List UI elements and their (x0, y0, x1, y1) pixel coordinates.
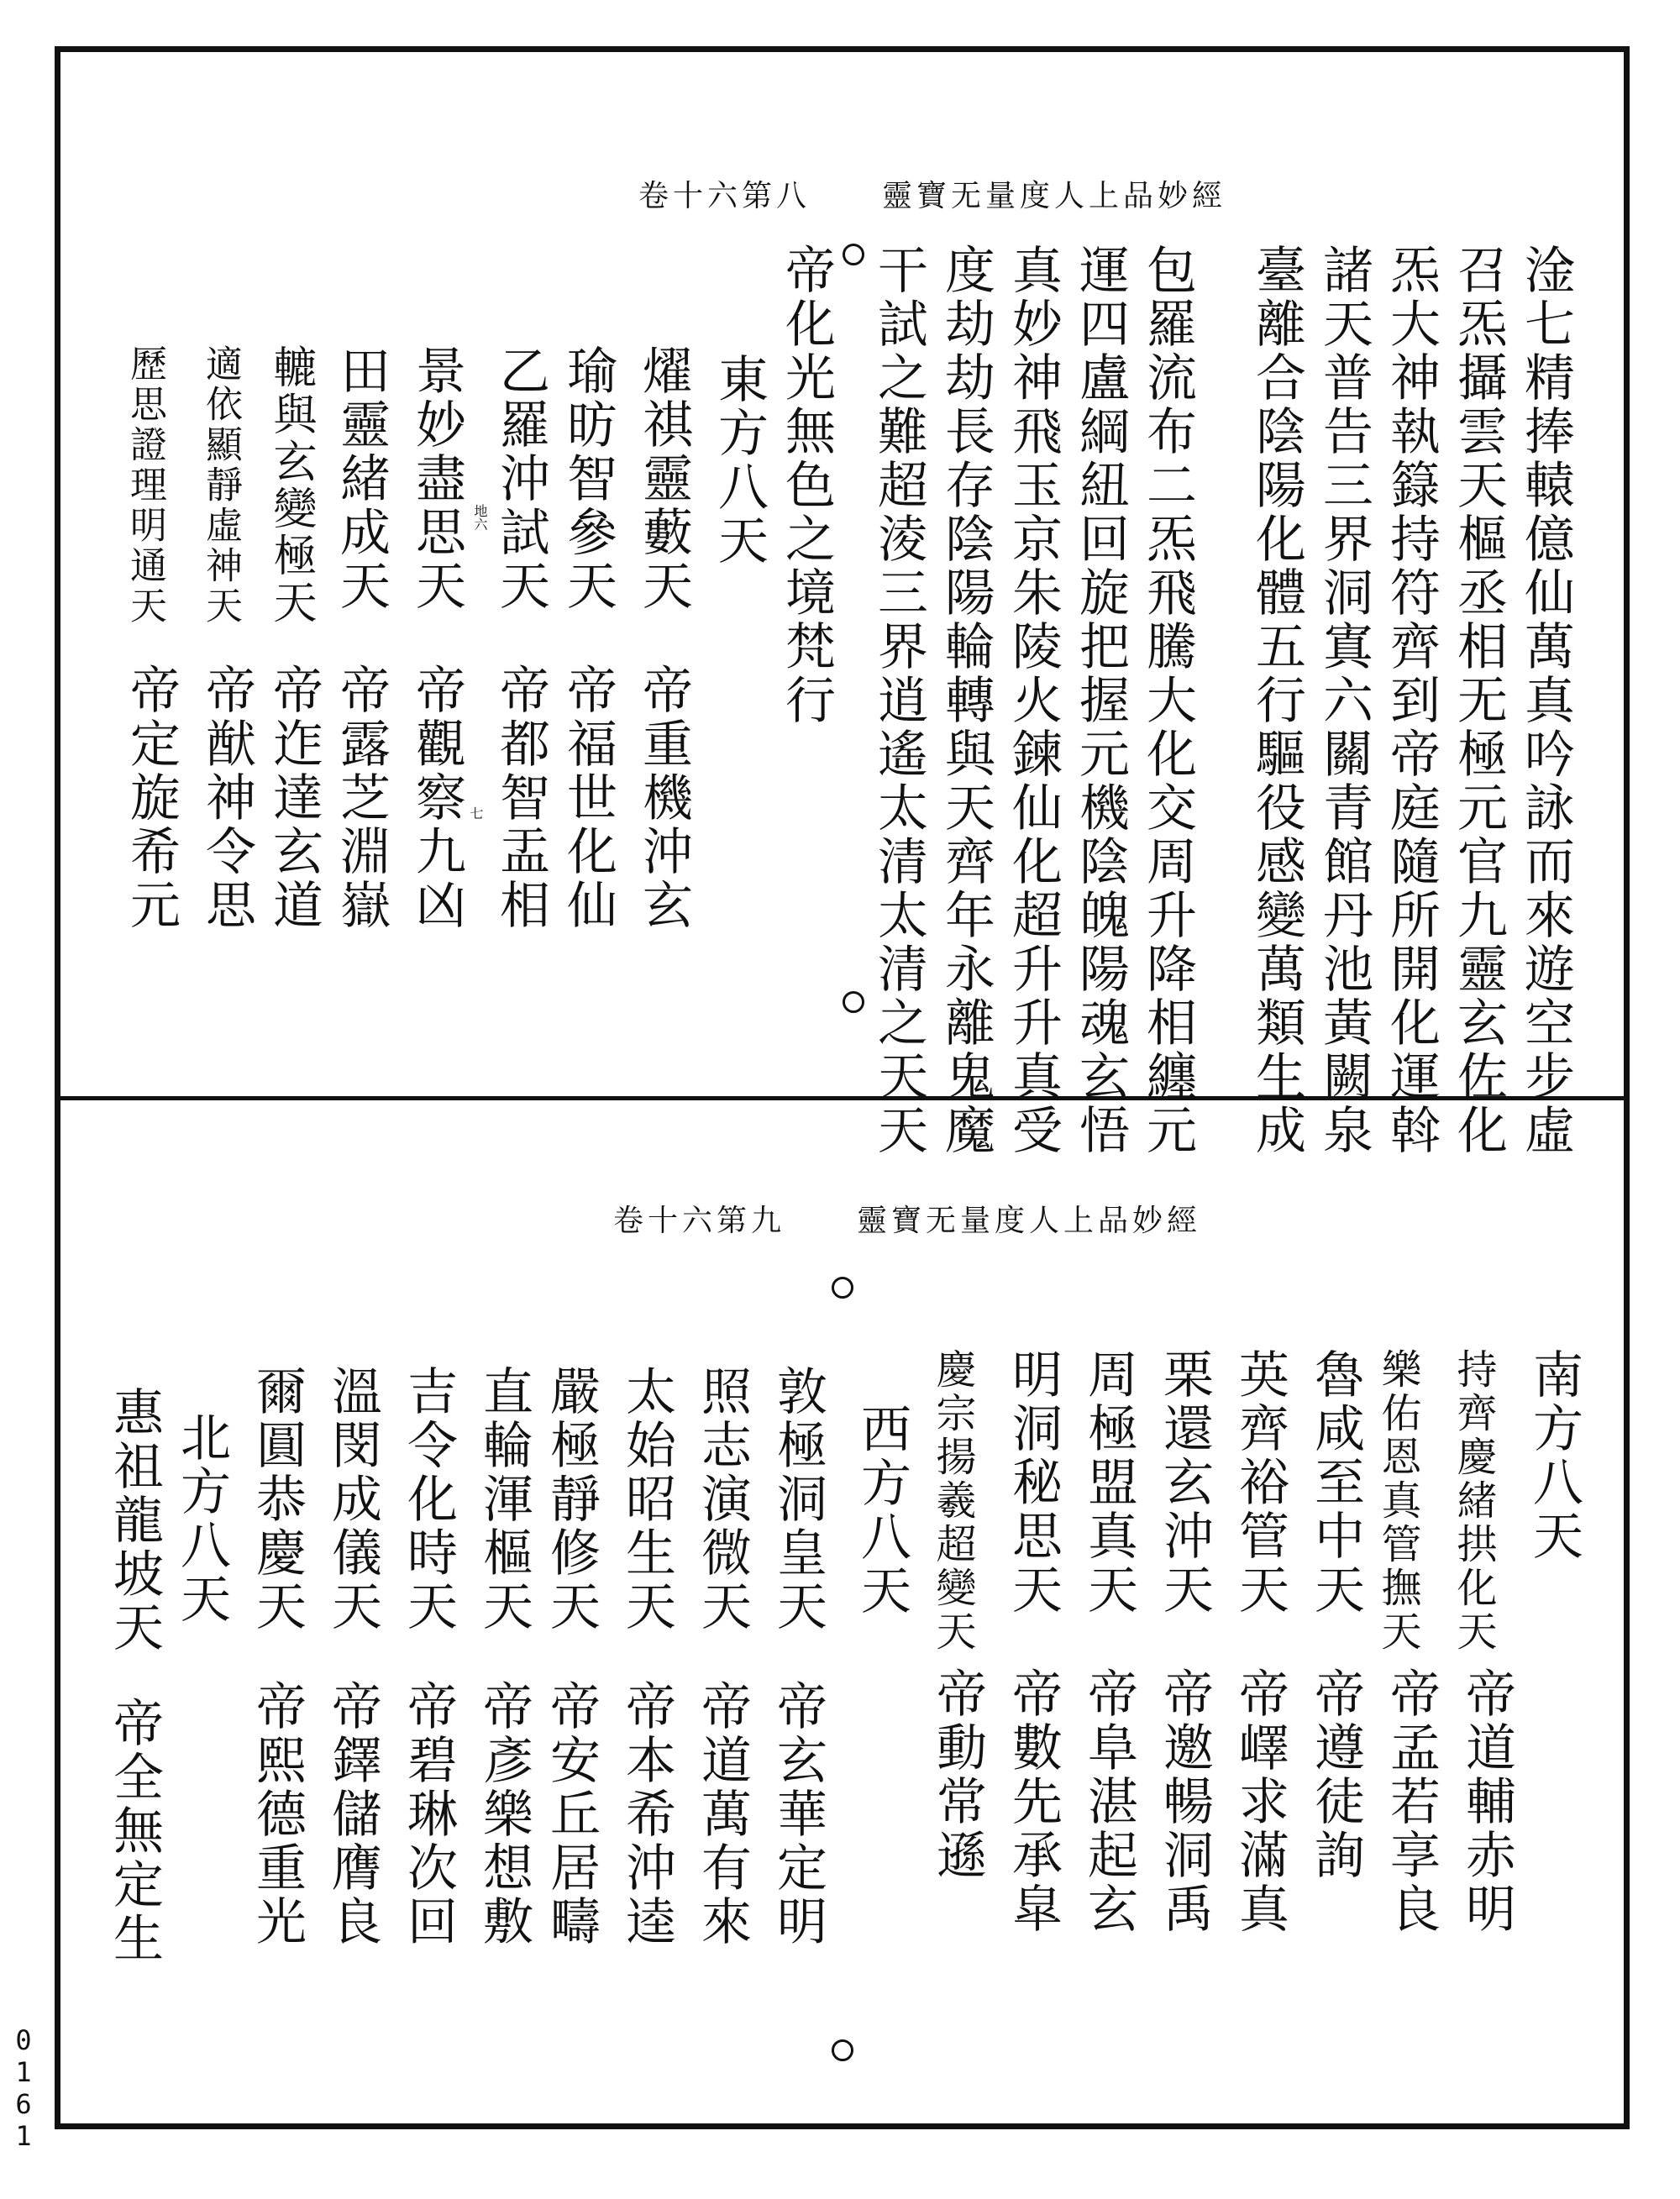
emperor-name: 帝阜湛起玄 (1079, 1667, 1138, 1936)
emperor-name: 帝孟若享良 (1382, 1667, 1441, 1936)
emperor-name: 帝道輔赤明 (1457, 1667, 1516, 1936)
section-title: 南方八天 (1525, 1348, 1583, 1563)
text-column: 臺離合陰陽化體五行驅役感變萬類生成 (1247, 244, 1306, 1157)
emperor-name: 帝全無定生 (105, 1697, 164, 1965)
heaven-name: 英齊裕管天 (1231, 1348, 1289, 1617)
heaven-name: 嚴極靜修天 (542, 1365, 601, 1634)
heaven-name: 太始昭生天 (617, 1365, 676, 1634)
circle-marker (843, 244, 864, 265)
section-title: 西方八天 (853, 1403, 911, 1618)
heaven-name: 持齊慶緒拱化天 (1450, 1348, 1497, 1654)
heaven-name: 吉令化時天 (399, 1365, 458, 1634)
heaven-name: 適依顯靜虛神天 (199, 344, 242, 627)
small-annotation: 地六 (472, 504, 488, 531)
heaven-name: 轆與玄變極天 (265, 344, 316, 627)
emperor-name: 帝觀察九凶 (407, 664, 466, 932)
emperor-name: 帝重機沖玄 (634, 664, 693, 932)
emperor-name: 帝遵徒詢 (1306, 1667, 1365, 1882)
heaven-name: 敦極洞皇天 (769, 1365, 827, 1634)
emperor-name: 帝彥樂想敷 (475, 1680, 533, 1949)
heaven-name: 溫閔成儀天 (323, 1365, 382, 1634)
heaven-name: 歷思證理明通天 (123, 344, 166, 627)
small-annotation: 七 (468, 806, 484, 820)
heaven-name: 田靈緒成天 (332, 344, 391, 613)
emperor-name: 帝都智盂相 (491, 664, 550, 932)
page-number: 0161 (8, 2024, 39, 2152)
text-column: 帝化光無色之境梵行 (777, 244, 836, 727)
emperor-name: 帝猷神令思 (197, 664, 256, 932)
top-header-volume: 卷十六第八 (638, 179, 811, 213)
text-column: 淦七精捧轅億仙萬真吟詠而來遊空步虛 (1516, 244, 1575, 1157)
emperor-name: 帝碧琳次回 (399, 1680, 458, 1949)
text-column: 運四盧綱紐回旋把握元機陰魄陽魂玄悟 (1071, 244, 1130, 1157)
heaven-name: 樂佑恩真管撫天 (1374, 1348, 1421, 1654)
text-column: 真妙神飛玉京朱陵火鍊仙化超升升真受 (1004, 244, 1063, 1157)
heaven-name: 周極盟真天 (1079, 1348, 1138, 1617)
emperor-name: 帝邀暢洞禹 (1155, 1667, 1214, 1936)
text-column: 召炁攝雲天樞丞相无極元官九靈玄佐化 (1449, 244, 1508, 1157)
text-column: 諸天普告三界洞寘六關青館丹池黃闕泉 (1315, 244, 1373, 1157)
heaven-name: 燿祺靈藪天 (634, 344, 693, 613)
heaven-name: 直輪渾樞天 (475, 1365, 533, 1634)
text-column: 炁大神執籙持符齊到帝庭隨所開化運斡 (1382, 244, 1441, 1157)
emperor-name: 帝鐸儲膺良 (323, 1680, 382, 1949)
emperor-name: 帝福世化仙 (559, 664, 617, 932)
circle-marker (832, 2039, 853, 2061)
text-column: 度劫劫長存陰陽輪轉與天齊年永離鬼魔 (937, 244, 995, 1157)
circle-marker (832, 1277, 853, 1299)
emperor-name: 帝本希沖逵 (617, 1680, 676, 1949)
heaven-name: 爾圓恭慶天 (248, 1365, 307, 1634)
text-column: 包羅流布二炁飛騰大化交周升降相纏元 (1138, 244, 1197, 1157)
heaven-name: 魯咸至中天 (1306, 1348, 1365, 1617)
emperor-name: 帝定旋希元 (122, 664, 181, 932)
heaven-name: 瑜昉智參天 (559, 344, 617, 613)
emperor-name: 帝道萬有來 (693, 1680, 752, 1949)
top-header-title: 靈寶无量度人上品妙經 (882, 179, 1227, 213)
emperor-name: 帝數先承皐 (1004, 1667, 1063, 1936)
bottom-header-volume: 卷十六第九 (613, 1204, 786, 1238)
emperor-name: 帝嶧求滿真 (1231, 1667, 1289, 1936)
emperor-name: 帝玄華定明 (769, 1680, 827, 1949)
bottom-header-title: 靈寶无量度人上品妙經 (857, 1204, 1202, 1238)
heaven-name: 景妙盡思天 (407, 344, 466, 613)
emperor-name: 帝動常遜 (928, 1667, 987, 1882)
heaven-name: 乙羅沖試天 (491, 344, 550, 613)
heaven-name: 照志演微天 (693, 1365, 752, 1634)
heaven-name: 惠祖龍坡天 (105, 1386, 164, 1655)
text-column: 干試之難超淩三界逍遙太清太清之天天 (869, 244, 928, 1157)
emperor-name: 帝迮達玄道 (265, 664, 323, 932)
emperor-name: 帝安丘居疇 (542, 1680, 601, 1949)
section-title: 北方八天 (172, 1411, 231, 1626)
heaven-name: 明洞秘思天 (1004, 1348, 1063, 1617)
emperor-name: 帝熙德重光 (248, 1680, 307, 1949)
section-title: 東方八天 (710, 353, 769, 568)
emperor-name: 帝露芝淵嶽 (332, 664, 391, 932)
heaven-name: 栗還玄沖天 (1155, 1348, 1214, 1617)
circle-marker (843, 991, 864, 1013)
heaven-name: 慶宗揚羲超變天 (929, 1348, 976, 1654)
